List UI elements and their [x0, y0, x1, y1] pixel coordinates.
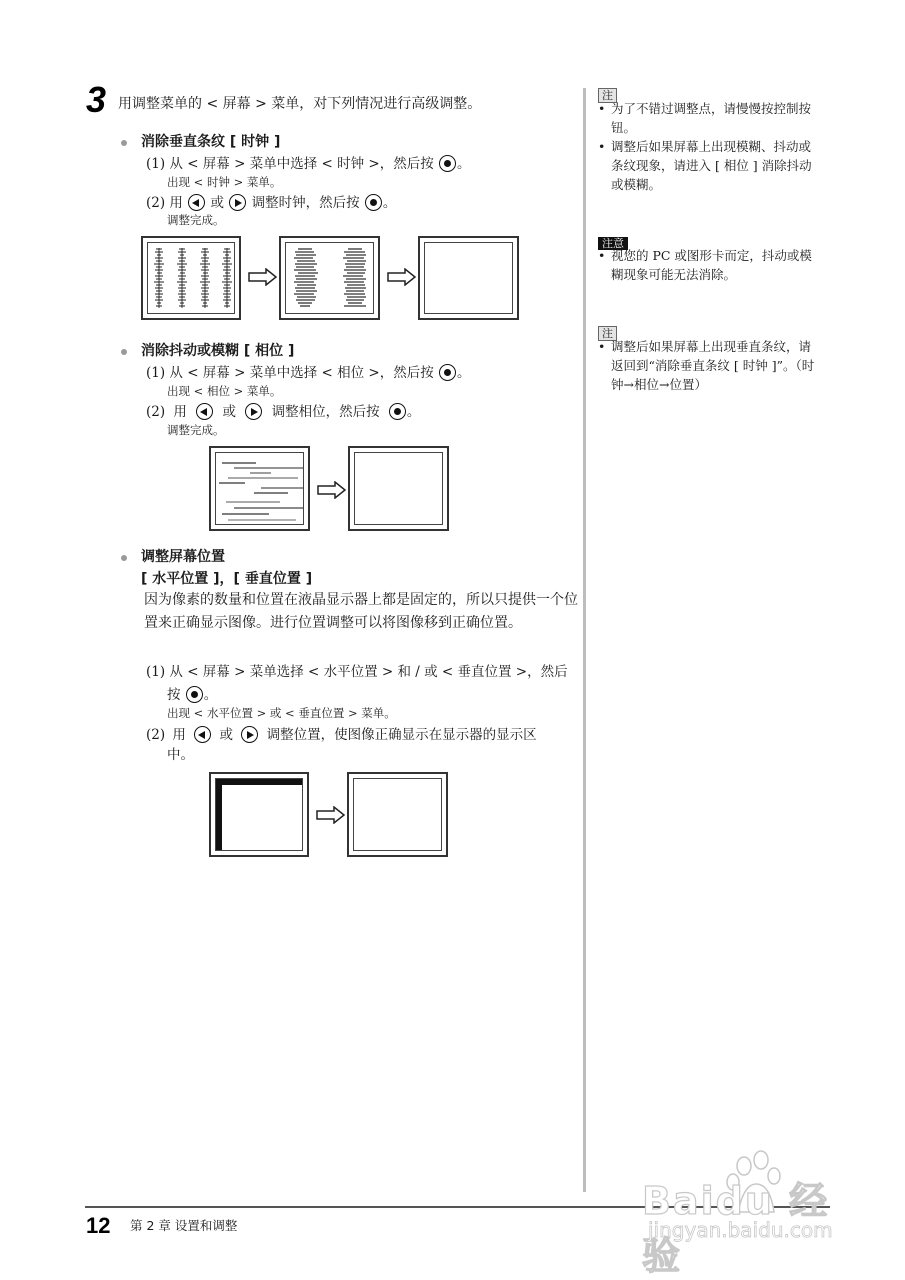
step-suffix: 。 — [457, 365, 471, 381]
vertical-stripes-pattern — [148, 243, 235, 314]
caution-1-body — [598, 246, 818, 284]
left-button-icon — [188, 194, 205, 211]
note-1-body — [598, 99, 818, 194]
section-title-clock: 消除垂直条纹 [ 时钟 ] — [141, 134, 281, 150]
right-button-icon — [229, 194, 246, 211]
clean-screen — [418, 236, 519, 320]
clock-step-1-result: 出现 < 时钟 > 菜单。 — [167, 175, 282, 189]
left-button-icon — [196, 403, 213, 420]
chapter-title: 第 2 章 设置和调整 — [130, 1218, 238, 1233]
enter-button-icon — [439, 155, 456, 172]
phase-step-1 — [146, 363, 471, 383]
column-divider — [583, 88, 586, 1192]
enter-button-icon — [186, 686, 203, 703]
flicker-lines-pattern — [216, 453, 304, 525]
clock-step-2-result: 调整完成。 — [167, 213, 225, 227]
enter-button-icon — [389, 403, 406, 420]
note-item: • 为了不错过调整点，请慢慢按控制按钮。 — [598, 99, 818, 137]
vertical-stripes-screen — [141, 236, 241, 320]
note-tag: 注 — [598, 88, 617, 103]
section-bullet — [121, 349, 127, 355]
step-title: 用调整菜单的 < 屏幕 > 菜单，对下列情况进行高级调整。 — [118, 96, 482, 112]
right-button-icon — [245, 403, 262, 420]
note-item: • 调整后如果屏幕上出现垂直条纹，请返回到“消除垂直条纹 [ 时钟 ]”。（时钟→相位→位置） — [598, 337, 818, 394]
step-text: 按 — [167, 687, 181, 703]
step-text: 调整位置，使图像正确显示在显示器的显示区 — [266, 727, 537, 743]
caution-tag: 注意 — [598, 237, 628, 250]
step-suffix: 。 — [457, 156, 471, 172]
phase-step-2-result: 调整完成。 — [167, 423, 225, 437]
partial-stripes-pattern — [286, 243, 374, 314]
watermark-url: jingyan.baidu.com — [648, 1218, 833, 1242]
section-bullet — [121, 140, 127, 146]
arrow-right-icon — [316, 806, 346, 824]
or-text: 或 — [210, 195, 225, 211]
phase-step-1-result: 出现 < 相位 > 菜单。 — [167, 384, 282, 398]
position-description: 因为像素的数量和位置在液晶显示器上都是固定的，所以只提供一个位置来正确显示图像。进行位置调整可以将图像移到正确位置。 — [144, 592, 578, 631]
step-suffix: 。 — [406, 404, 421, 420]
baidu-watermark — [640, 1140, 860, 1278]
position-step-2-cont: 中。 — [167, 747, 194, 763]
step-suffix: 。 — [203, 687, 218, 703]
position-step-1: (1) 从 < 屏幕 > 菜单选择 < 水平位置 > 和 / 或 < 垂直位置 >，然后 — [146, 664, 568, 680]
offset-top-band — [216, 779, 302, 785]
note-tag: 注 — [598, 326, 617, 341]
page-number: 12 — [86, 1213, 111, 1238]
caution-item: • 视您的 PC 或图形卡而定，抖动或模糊现象可能无法消除。 — [598, 246, 818, 284]
right-button-icon — [241, 726, 258, 743]
step-text: (2) 用 — [146, 404, 187, 420]
or-text: 或 — [222, 404, 237, 420]
arrow-right-icon — [317, 481, 347, 499]
watermark-brand: Baidu 经验 — [642, 1179, 830, 1278]
step-number: 3 — [86, 79, 107, 120]
arrow-right-icon — [387, 268, 417, 286]
step-text: (1) 从 < 屏幕 > 菜单中选择 < 时钟 >，然后按 — [146, 156, 434, 172]
or-text: 或 — [219, 727, 234, 743]
enter-button-icon — [365, 194, 382, 211]
clock-step-2 — [146, 193, 396, 213]
section-bullet — [121, 555, 127, 561]
clock-step-1 — [146, 154, 471, 174]
step-suffix: 。 — [382, 195, 397, 211]
section-subtitle-position: [ 水平位置 ]，[ 垂直位置 ] — [141, 571, 313, 587]
enter-button-icon — [439, 364, 456, 381]
note-2-body — [598, 337, 818, 394]
phase-step-2 — [146, 402, 420, 422]
clean-screen — [348, 446, 449, 531]
step-text: 调整时钟，然后按 — [251, 195, 360, 211]
note-item: • 调整后如果屏幕上出现模糊、抖动或条纹现象，请进入 [ 相位 ] 消除抖动或模糊。 — [598, 137, 818, 194]
step-text: (2) 用 — [146, 727, 186, 743]
position-step-2 — [146, 725, 537, 745]
section-title-phase: 消除抖动或模糊 [ 相位 ] — [141, 343, 295, 359]
clean-screen — [347, 772, 448, 857]
position-step-1-result: 出现 < 水平位置 > 或 < 垂直位置 > 菜单。 — [167, 706, 396, 720]
arrow-right-icon — [248, 268, 278, 286]
partial-stripes-screen — [279, 236, 380, 320]
position-step-1-cont — [167, 685, 217, 705]
offset-left-band — [216, 779, 222, 850]
section-title-position: 调整屏幕位置 — [141, 549, 225, 565]
horizontal-flicker-screen — [209, 446, 310, 531]
step-text: 调整相位，然后按 — [271, 404, 380, 420]
left-button-icon — [194, 726, 211, 743]
step-text: (1) 从 < 屏幕 > 菜单中选择 < 相位 >，然后按 — [146, 365, 434, 381]
offset-image-screen — [209, 772, 309, 857]
step-text: (2) 用 — [146, 195, 183, 211]
